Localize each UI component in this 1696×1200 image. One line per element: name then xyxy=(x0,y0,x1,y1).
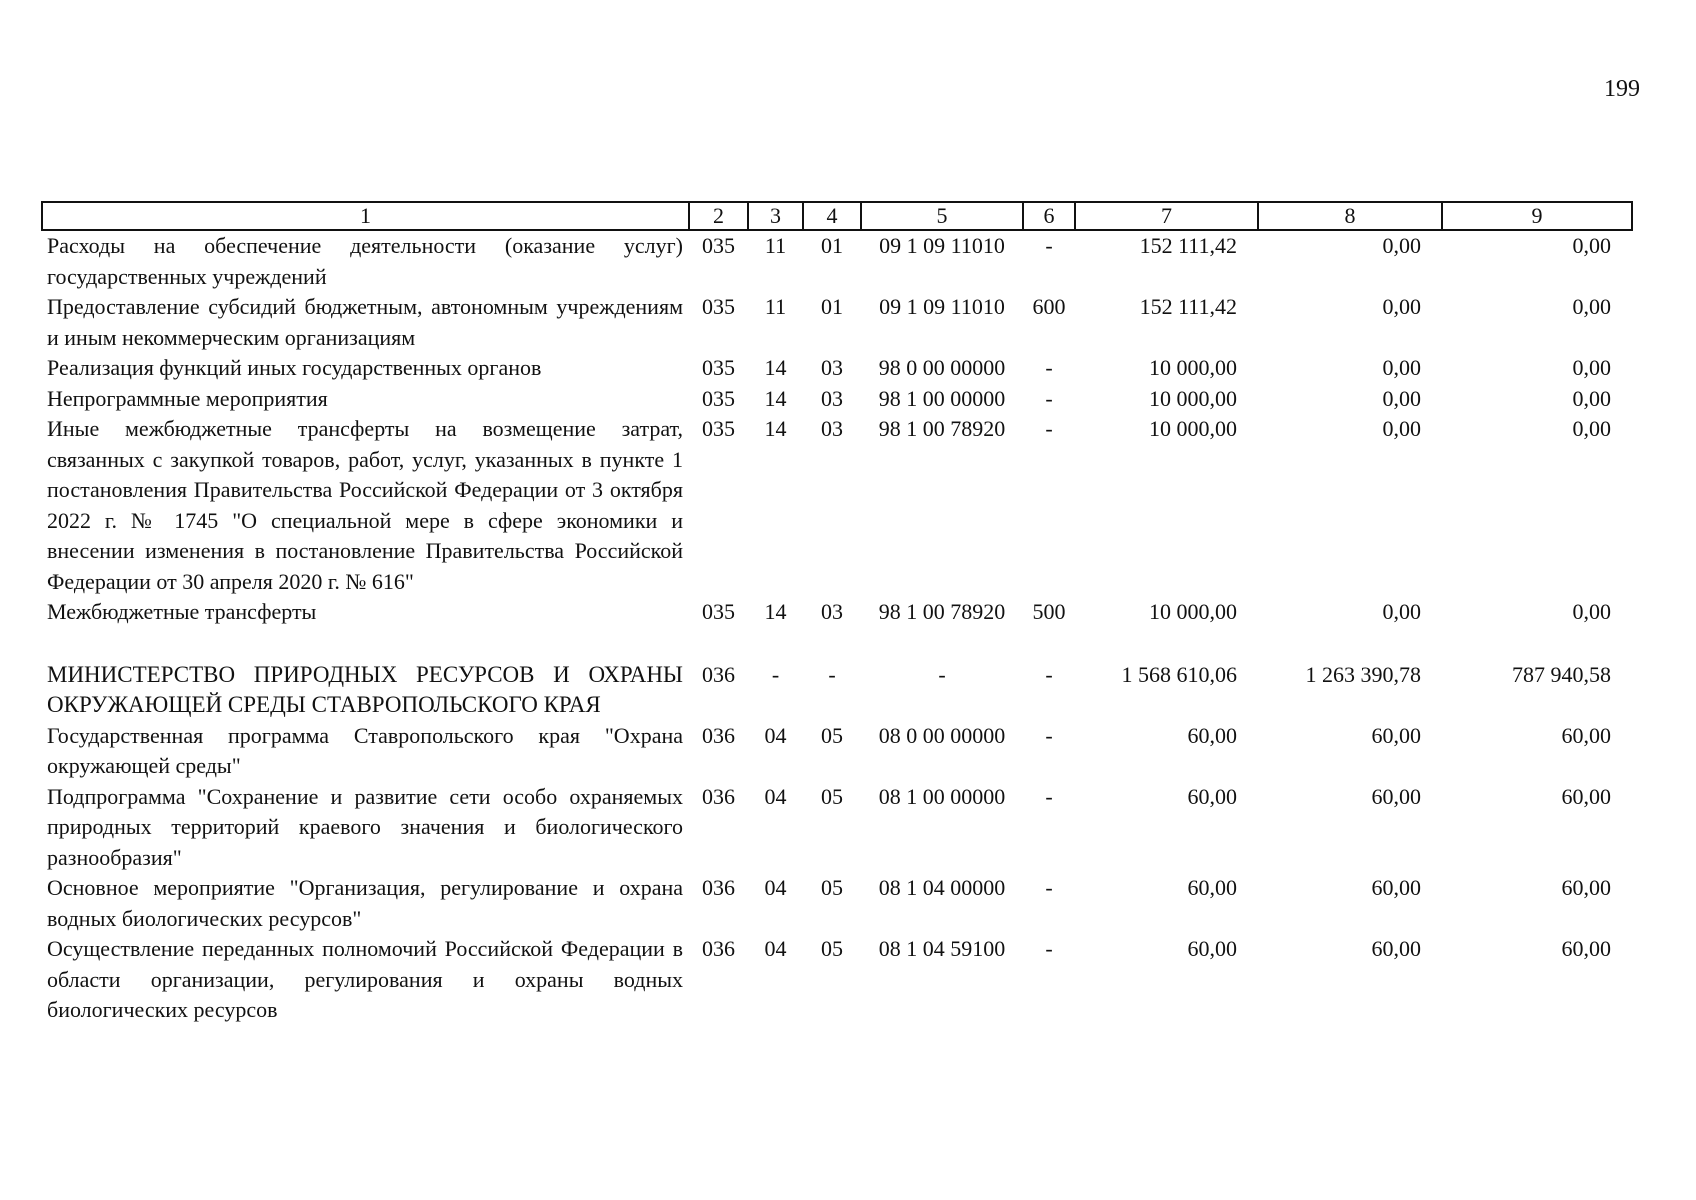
cell-amount-8: 0,00 xyxy=(1382,294,1421,319)
cell-amount-7: 152 111,42 xyxy=(1139,233,1237,258)
cell-section: 14 xyxy=(764,355,787,380)
cell-section: 14 xyxy=(764,599,787,624)
cell-ministry: 035 xyxy=(702,355,735,380)
cell-target-article: - xyxy=(938,661,946,687)
cell-ministry: 036 xyxy=(702,783,735,809)
row-name: Непрограммные мероприятия xyxy=(47,385,328,411)
column-header: 2 xyxy=(689,202,748,230)
cell-target-article: 09 1 09 11010 xyxy=(879,294,1005,319)
cell-amount-7: 10 000,00 xyxy=(1149,416,1237,441)
cell-section: 14 xyxy=(764,385,787,411)
row-name: МИНИСТЕРСТВО ПРИРОДНЫХ РЕСУРСОВ И ОХРАНЫ ОКРУЖАЮЩЕЙ СРЕДЫ СТАВРОПОЛЬСКОГО КРАЯ xyxy=(47,661,683,717)
row-name: Государственная программа Ставропольского края "Охрана окружающей среды" xyxy=(47,722,683,778)
cell-ministry: 035 xyxy=(702,294,735,319)
budget-table xyxy=(41,201,1633,1026)
cell-amount-7: 60,00 xyxy=(1187,936,1237,961)
cell-section: 11 xyxy=(764,233,787,258)
cell-ministry: 036 xyxy=(702,722,735,748)
spacer-row xyxy=(42,628,1632,660)
cell-target-article: 08 1 04 00000 xyxy=(878,875,1006,900)
cell-subsection: 03 xyxy=(821,355,843,380)
cell-expense-type: - xyxy=(1045,661,1053,687)
cell-subsection: 05 xyxy=(821,783,843,809)
cell-ministry: 035 xyxy=(702,416,735,441)
cell-amount-9: 0,00 xyxy=(1572,233,1611,258)
table-row xyxy=(42,230,1632,292)
cell-amount-8: 60,00 xyxy=(1371,722,1421,748)
cell-amount-8: 0,00 xyxy=(1382,385,1421,411)
cell-amount-9: 60,00 xyxy=(1561,875,1611,900)
cell-expense-type: - xyxy=(1045,416,1053,441)
cell-section: 04 xyxy=(764,722,787,748)
cell-target-article: 08 1 00 00000 xyxy=(878,783,1006,809)
column-header: 9 xyxy=(1442,202,1632,230)
cell-amount-9: 0,00 xyxy=(1572,385,1611,411)
row-name: Расходы на обеспечение деятельности (оказание услуг) государственных учреждений xyxy=(47,233,683,289)
cell-section: 04 xyxy=(764,875,787,900)
cell-section: 14 xyxy=(764,416,787,441)
cell-expense-type: - xyxy=(1045,233,1053,258)
cell-amount-8: 0,00 xyxy=(1382,233,1421,258)
cell-amount-8: 0,00 xyxy=(1382,355,1421,380)
table-row xyxy=(42,292,1632,353)
column-header: 7 xyxy=(1075,202,1258,230)
cell-subsection: 05 xyxy=(821,722,843,748)
cell-amount-8: 60,00 xyxy=(1371,875,1421,900)
column-header: 3 xyxy=(748,202,803,230)
cell-subsection: 03 xyxy=(821,599,843,624)
table-row xyxy=(42,660,1632,721)
cell-amount-8: 1 263 390,78 xyxy=(1305,661,1421,687)
cell-ministry: 035 xyxy=(702,233,735,258)
page-number: 199 xyxy=(1604,76,1640,102)
spacer-cell xyxy=(42,628,1632,660)
cell-section: 04 xyxy=(764,783,787,809)
cell-section: - xyxy=(771,661,780,687)
cell-amount-8: 0,00 xyxy=(1382,416,1421,441)
table-row xyxy=(42,597,1632,628)
cell-amount-7: 60,00 xyxy=(1187,722,1237,748)
cell-amount-8: 0,00 xyxy=(1382,599,1421,624)
table-row xyxy=(42,721,1632,782)
row-name: Межбюджетные трансферты xyxy=(47,599,317,624)
cell-amount-7: 10 000,00 xyxy=(1149,355,1237,380)
cell-amount-8: 60,00 xyxy=(1371,783,1421,809)
cell-target-article: 08 1 04 59100 xyxy=(878,936,1006,961)
table-row xyxy=(42,782,1632,874)
cell-subsection: 03 xyxy=(821,416,843,441)
cell-target-article: 08 0 00 00000 xyxy=(878,722,1006,748)
cell-target-article: 98 1 00 00000 xyxy=(878,385,1006,411)
cell-amount-7: 60,00 xyxy=(1187,783,1237,809)
cell-expense-type: 600 xyxy=(1032,294,1066,319)
cell-target-article: 98 1 00 78920 xyxy=(878,416,1006,441)
column-header: 5 xyxy=(861,202,1023,230)
row-name: Реализация функций иных государственных органов xyxy=(47,355,542,380)
cell-expense-type: - xyxy=(1045,385,1053,411)
cell-ministry: 036 xyxy=(702,875,735,900)
cell-target-article: 98 1 00 78920 xyxy=(878,599,1006,624)
cell-amount-9: 787 940,58 xyxy=(1512,661,1611,687)
column-header: 8 xyxy=(1258,202,1442,230)
row-name: Подпрограмма "Сохранение и развитие сети особо охраняемых природных территорий краевого значения и биологического разнообразия" xyxy=(47,783,683,870)
cell-ministry: 035 xyxy=(702,599,735,624)
cell-expense-type: - xyxy=(1045,936,1053,961)
cell-target-article: 09 1 09 11010 xyxy=(879,233,1005,258)
table-row xyxy=(42,414,1632,597)
cell-amount-7: 1 568 610,06 xyxy=(1121,661,1237,687)
cell-amount-9: 60,00 xyxy=(1561,783,1611,809)
column-header: 4 xyxy=(803,202,861,230)
cell-subsection: 03 xyxy=(821,385,843,411)
row-name: Основное мероприятие "Организация, регулирование и охрана водных биологических ресурсов" xyxy=(47,875,683,931)
cell-subsection: - xyxy=(828,661,836,687)
cell-ministry: 036 xyxy=(702,936,735,961)
cell-amount-8: 60,00 xyxy=(1371,936,1421,961)
cell-subsection: 01 xyxy=(821,233,843,258)
column-header: 1 xyxy=(42,202,689,230)
cell-expense-type: - xyxy=(1045,875,1053,900)
cell-section: 04 xyxy=(764,936,787,961)
cell-amount-7: 60,00 xyxy=(1187,875,1237,900)
table-row xyxy=(42,873,1632,934)
cell-expense-type: 500 xyxy=(1032,599,1066,624)
cell-subsection: 01 xyxy=(821,294,843,319)
cell-amount-9: 0,00 xyxy=(1572,416,1611,441)
cell-amount-7: 10 000,00 xyxy=(1149,599,1237,624)
cell-expense-type: - xyxy=(1045,722,1053,748)
cell-amount-9: 0,00 xyxy=(1572,599,1611,624)
column-number-header xyxy=(42,202,1632,230)
cell-amount-9: 0,00 xyxy=(1572,355,1611,380)
cell-expense-type: - xyxy=(1045,783,1053,809)
cell-amount-7: 152 111,42 xyxy=(1139,294,1237,319)
table-row xyxy=(42,384,1632,415)
cell-expense-type: - xyxy=(1045,355,1053,380)
cell-section: 11 xyxy=(764,294,787,319)
cell-subsection: 05 xyxy=(821,875,843,900)
cell-ministry: 036 xyxy=(702,661,735,687)
column-header: 6 xyxy=(1023,202,1075,230)
row-name: Осуществление переданных полномочий Российской Федерации в области организации, регулирования и охраны водных биологических ресурсов xyxy=(47,936,683,1022)
table-row xyxy=(42,353,1632,384)
table-row xyxy=(42,934,1632,1026)
row-name: Предоставление субсидий бюджетным, автономным учреждениям и иным некоммерческим организациям xyxy=(47,294,683,350)
cell-amount-9: 60,00 xyxy=(1561,722,1611,748)
cell-amount-9: 0,00 xyxy=(1572,294,1611,319)
cell-target-article: 98 0 00 00000 xyxy=(878,355,1006,380)
row-name: Иные межбюджетные трансферты на возмещение затрат, связанных с закупкой товаров, работ, услуг, указанных в пункте 1 постановления Правительства Российской Федерации от 3 октября 2022 г. № 1745 "О специальной мере в сфере экономики и внесении изменения в постановление Правительства Российской Федерации от 30 апреля 2020 г. № 616" xyxy=(47,416,683,594)
cell-ministry: 035 xyxy=(702,385,735,411)
cell-amount-7: 10 000,00 xyxy=(1149,385,1237,411)
cell-subsection: 05 xyxy=(821,936,843,961)
cell-amount-9: 60,00 xyxy=(1561,936,1611,961)
